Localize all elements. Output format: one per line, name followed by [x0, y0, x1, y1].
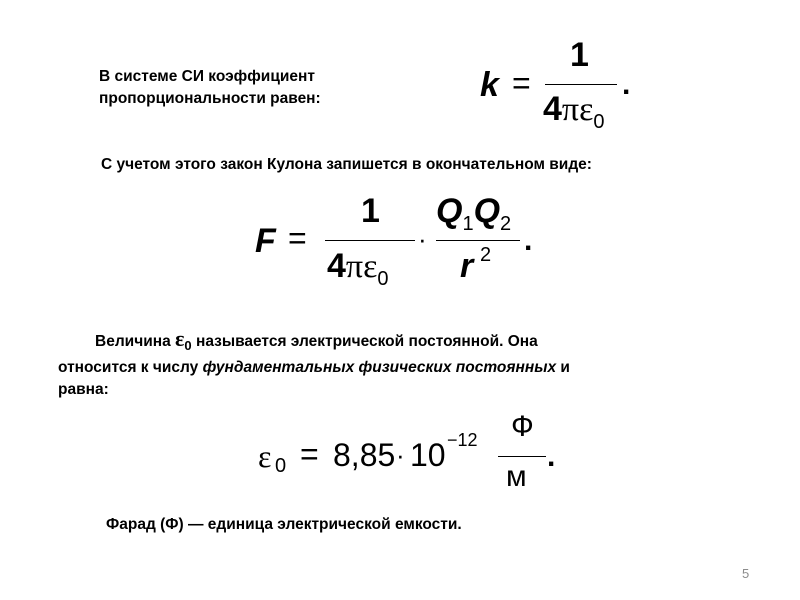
formula-F-distance-exp: 2 [480, 244, 492, 266]
formula-F-fraction-bar-1 [325, 240, 415, 241]
fundamental-constants-term: фундаментальных физических постоянных [202, 359, 557, 377]
formula-eps-unit-num: Ф [511, 410, 534, 443]
formula-F-den-coef: 4 [327, 247, 346, 285]
formula-eps-fraction-bar [498, 456, 546, 457]
formula-k-dot: . [622, 68, 631, 101]
epsilon-paragraph [58, 328, 758, 401]
formula-k-den-coef: 4 [543, 90, 562, 128]
epsilon-line-1 [58, 328, 758, 357]
page-number: 5 [742, 566, 750, 581]
pi-symbol: π [561, 91, 580, 128]
formula-k-sub0: 0 [593, 110, 605, 133]
intro-line-2: пропорциональности равен: [99, 90, 321, 107]
charge-q2: Q [473, 192, 501, 230]
epsilon-line-1-end: называется электрической постоянной. Она [191, 333, 538, 350]
formula-F-denominator-1 [327, 247, 389, 291]
intro-text [99, 66, 321, 110]
formula-k-denominator [543, 90, 605, 134]
formula-eps-cdot: · [396, 440, 405, 470]
formula-eps-ten: 10 [410, 437, 446, 473]
formula-eps-equals: = [300, 436, 319, 472]
formula-k-lhs: k [480, 66, 499, 104]
formula-F-dot: . [524, 224, 533, 257]
epsilon-symbol: ε [363, 248, 378, 285]
charge-q1: Q [436, 192, 463, 230]
formula-F-fraction-bar-2 [436, 240, 520, 241]
formula-eps-exponent: −12 [447, 430, 478, 450]
formula-F-numerator: 1 [361, 192, 380, 230]
formula-F-equals: = [288, 220, 307, 256]
epsilon-sub0: 0 [184, 338, 192, 354]
epsilon-symbol: ε [579, 91, 594, 128]
formula-eps-sub0: 0 [275, 455, 287, 477]
formula-eps-value: 8,85 [333, 437, 396, 473]
formula-eps-symbol: ε [258, 438, 272, 474]
pi-symbol: π [345, 248, 364, 285]
farad-note: Фарад (Ф) — единица электрической емкости. [106, 516, 462, 533]
formula-F-distance: r [460, 247, 474, 285]
formula-k-numerator: 1 [570, 36, 589, 74]
epsilon-line-3: равна: [58, 381, 109, 399]
epsilon-line-2 [58, 357, 758, 379]
epsilon-line-1-start: Величина [95, 333, 176, 350]
charge-q1-sub: 1 [462, 212, 474, 235]
formula-F-sub0: 0 [377, 267, 389, 290]
formula-F-lhs: F [255, 222, 276, 260]
formula-F-charges [436, 192, 511, 236]
epsilon-line-2-start: относится к числу [58, 359, 203, 377]
formula-F-cdot: · [418, 224, 427, 254]
intro-line-1: В системе СИ коэффициент [99, 68, 315, 85]
charge-q2-sub: 2 [500, 212, 512, 235]
epsilon-line-2-end: и [556, 359, 570, 377]
coulomb-intro: С учетом этого закон Кулона запишется в окончательном виде: [101, 156, 592, 173]
formula-eps-unit-den: м [506, 460, 527, 493]
formula-eps-dot: . [547, 440, 556, 473]
formula-k-fraction-bar [545, 84, 617, 85]
epsilon-symbol: ε [175, 326, 185, 351]
formula-k-equals: = [512, 65, 531, 101]
